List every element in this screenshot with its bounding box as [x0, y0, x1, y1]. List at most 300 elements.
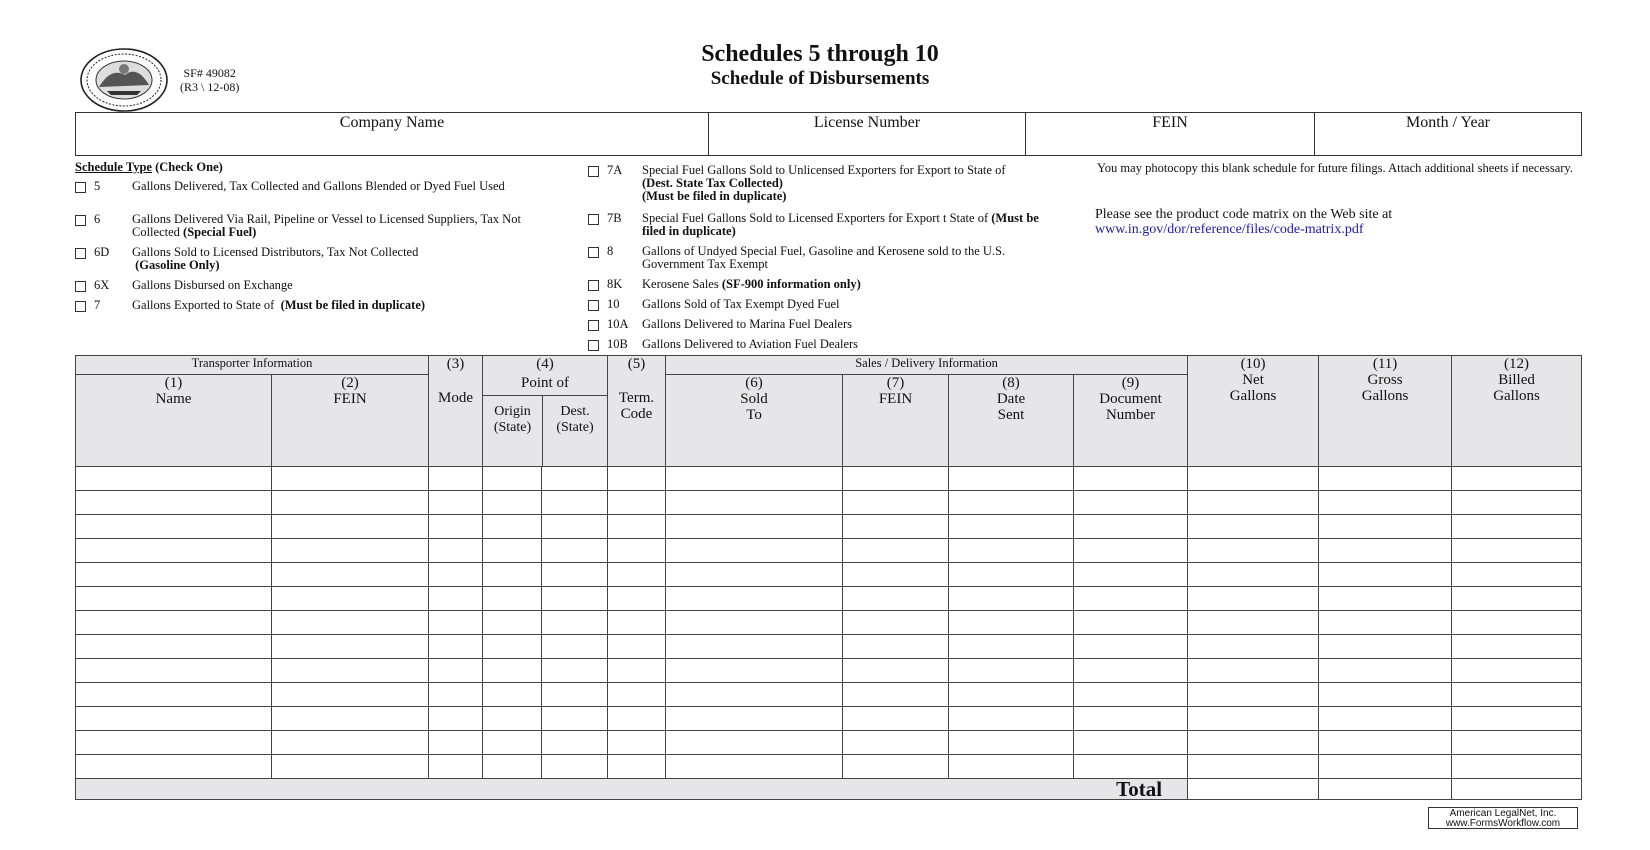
- table-cell[interactable]: [1452, 514, 1582, 538]
- table-cell[interactable]: [1188, 490, 1319, 514]
- table-cell[interactable]: [1188, 730, 1319, 754]
- company-name-label: Company Name: [339, 114, 445, 131]
- table-cell[interactable]: [1074, 562, 1188, 586]
- table-cell[interactable]: [542, 466, 608, 490]
- table-cell[interactable]: [1188, 466, 1319, 490]
- table-cell[interactable]: [76, 538, 272, 562]
- total-net-gallons-cell[interactable]: [1188, 778, 1319, 799]
- table-row: [76, 730, 1582, 754]
- point-of-subheader: [483, 375, 608, 467]
- table-row: [76, 466, 1582, 490]
- col-num: (12): [1504, 356, 1530, 372]
- table-cell[interactable]: [272, 562, 429, 586]
- table-cell[interactable]: [608, 658, 666, 682]
- table-cell[interactable]: [483, 706, 542, 730]
- table-cell[interactable]: [666, 586, 843, 610]
- table-cell[interactable]: [949, 538, 1074, 562]
- table-cell[interactable]: [1452, 562, 1582, 586]
- table-cell[interactable]: [666, 634, 843, 658]
- table-cell[interactable]: [666, 490, 843, 514]
- table-cell[interactable]: [272, 466, 429, 490]
- table-cell[interactable]: [272, 634, 429, 658]
- col-label: Mode: [438, 390, 474, 406]
- code-matrix-note: [1095, 207, 1392, 237]
- table-cell[interactable]: [76, 610, 272, 634]
- schedule-text: Gallons Delivered Via Rail, Pipeline or Vessel to Licensed Suppliers, Tax Not Collected: [132, 212, 521, 239]
- table-cell[interactable]: [76, 730, 272, 754]
- table-cell[interactable]: [429, 466, 483, 490]
- col-sales-fein-header: [843, 375, 949, 467]
- table-cell[interactable]: [1188, 754, 1319, 778]
- table-cell[interactable]: [1452, 658, 1582, 682]
- table-cell[interactable]: [1452, 682, 1582, 706]
- table-cell[interactable]: [483, 490, 542, 514]
- table-cell[interactable]: [1074, 682, 1188, 706]
- col-label2: Number: [1105, 407, 1156, 423]
- col-label: Document: [1099, 391, 1162, 407]
- table-cell[interactable]: [542, 610, 608, 634]
- table-cell[interactable]: [1452, 538, 1582, 562]
- col-label: Origin: [494, 403, 531, 419]
- table-cell[interactable]: [272, 706, 429, 730]
- col-gross-gallons-header: [1319, 356, 1452, 467]
- code-matrix-text: Please see the product code matrix on the Web site at: [1095, 207, 1393, 222]
- table-cell[interactable]: [1188, 586, 1319, 610]
- table-cell[interactable]: [272, 730, 429, 754]
- col-label: Date: [996, 391, 1026, 407]
- col-num: (2): [341, 375, 359, 391]
- table-cell[interactable]: [1452, 754, 1582, 778]
- checkbox[interactable]: [588, 320, 599, 331]
- col-point-of-header: [483, 356, 608, 375]
- table-cell[interactable]: [1188, 514, 1319, 538]
- table-cell[interactable]: [1074, 490, 1188, 514]
- table-cell[interactable]: [542, 562, 608, 586]
- table-cell[interactable]: [608, 682, 666, 706]
- table-cell[interactable]: [1319, 490, 1452, 514]
- table-cell[interactable]: [608, 514, 666, 538]
- table-cell[interactable]: [429, 610, 483, 634]
- col-label: Term.: [618, 390, 655, 406]
- schedule-code: 6D: [94, 245, 110, 259]
- table-cell[interactable]: [1074, 514, 1188, 538]
- checkbox[interactable]: [75, 215, 86, 226]
- col-label2: Gallons: [1493, 388, 1540, 404]
- col-num: (8): [1002, 375, 1020, 391]
- table-cell[interactable]: [1188, 658, 1319, 682]
- col-document-number-header: [1074, 375, 1188, 467]
- table-cell[interactable]: [429, 562, 483, 586]
- table-cell[interactable]: [1074, 706, 1188, 730]
- table-cell[interactable]: [666, 730, 843, 754]
- fein-label: FEIN: [1152, 114, 1188, 131]
- table-cell[interactable]: [1452, 706, 1582, 730]
- col-label2: Code: [620, 406, 653, 422]
- photocopy-note: You may photocopy this blank schedule for future filings. Attach additional sheets if necessary.: [1097, 161, 1573, 175]
- form-id: SF# 49082: [183, 66, 236, 80]
- table-cell[interactable]: [949, 658, 1074, 682]
- table-cell[interactable]: [429, 754, 483, 778]
- table-cell[interactable]: [542, 490, 608, 514]
- table-cell[interactable]: [843, 514, 949, 538]
- table-cell[interactable]: [1319, 538, 1452, 562]
- checkbox[interactable]: [588, 280, 599, 291]
- disbursement-table: [75, 355, 1582, 800]
- checkbox[interactable]: [588, 166, 599, 177]
- col-label: Name: [155, 391, 192, 407]
- table-cell[interactable]: [1319, 610, 1452, 634]
- table-cell[interactable]: [429, 706, 483, 730]
- col-term-code-header: [608, 356, 666, 467]
- table-cell[interactable]: [1452, 730, 1582, 754]
- total-billed-gallons-cell[interactable]: [1452, 778, 1582, 799]
- table-cell[interactable]: [1319, 706, 1452, 730]
- table-cell[interactable]: [542, 754, 608, 778]
- table-cell[interactable]: [272, 514, 429, 538]
- table-cell[interactable]: [666, 610, 843, 634]
- table-cell[interactable]: [949, 754, 1074, 778]
- schedule-text-bold: (Gasoline Only): [135, 258, 220, 272]
- col-label: Billed: [1498, 372, 1535, 388]
- table-cell[interactable]: [429, 634, 483, 658]
- table-cell[interactable]: [542, 634, 608, 658]
- schedule-text: Gallons Exported to State of: [132, 298, 275, 312]
- schedule-code: 7: [94, 298, 101, 312]
- table-cell[interactable]: [1074, 586, 1188, 610]
- table-cell[interactable]: [1319, 658, 1452, 682]
- table-row: [76, 538, 1582, 562]
- table-cell[interactable]: [483, 586, 542, 610]
- total-row: [76, 778, 1582, 799]
- footer-line1: American LegalNet, Inc.: [1449, 808, 1557, 819]
- table-cell[interactable]: [1452, 466, 1582, 490]
- schedule-text: Gallons Sold of Tax Exempt Dyed Fuel: [642, 297, 840, 311]
- table-cell[interactable]: [666, 514, 843, 538]
- table-cell[interactable]: [542, 514, 608, 538]
- table-cell[interactable]: [1452, 610, 1582, 634]
- table-cell[interactable]: [76, 658, 272, 682]
- table-cell[interactable]: [1319, 634, 1452, 658]
- schedule-text-bold: (Special Fuel): [183, 225, 257, 239]
- table-cell[interactable]: [483, 730, 542, 754]
- table-cell[interactable]: [1188, 562, 1319, 586]
- table-cell[interactable]: [483, 466, 542, 490]
- table-cell[interactable]: [1074, 538, 1188, 562]
- col-num: (11): [1372, 356, 1398, 372]
- table-cell[interactable]: [666, 682, 843, 706]
- table-cell[interactable]: [843, 730, 949, 754]
- table-cell[interactable]: [1188, 706, 1319, 730]
- table-cell[interactable]: [1319, 682, 1452, 706]
- table-cell[interactable]: [666, 754, 843, 778]
- form-title: Schedules 5 through 10: [701, 41, 939, 67]
- schedule-type-suffix: (Check One): [155, 160, 223, 174]
- table-cell[interactable]: [76, 466, 272, 490]
- table-cell[interactable]: [76, 562, 272, 586]
- table-cell[interactable]: [1074, 634, 1188, 658]
- table-cell[interactable]: [542, 586, 608, 610]
- schedule-text-bold: (Must be filed in duplicate): [280, 298, 426, 312]
- table-cell[interactable]: [949, 466, 1074, 490]
- table-cell[interactable]: [1319, 730, 1452, 754]
- schedule-type-right: [588, 164, 1068, 354]
- table-cell[interactable]: [429, 658, 483, 682]
- table-cell[interactable]: [429, 538, 483, 562]
- col-label: FEIN: [333, 391, 367, 407]
- col-net-gallons-header: [1188, 356, 1319, 467]
- table-cell[interactable]: [949, 682, 1074, 706]
- table-cell[interactable]: [608, 610, 666, 634]
- table-cell[interactable]: [843, 490, 949, 514]
- table-row: [76, 658, 1582, 682]
- table-cell[interactable]: [483, 682, 542, 706]
- table-cell[interactable]: [949, 562, 1074, 586]
- table-row: [76, 610, 1582, 634]
- table-cell[interactable]: [1319, 562, 1452, 586]
- table-row: [76, 586, 1582, 610]
- col-num: (1): [164, 375, 183, 391]
- table-cell[interactable]: [272, 754, 429, 778]
- table-cell[interactable]: [483, 514, 542, 538]
- table-cell[interactable]: [76, 586, 272, 610]
- table-cell[interactable]: [949, 514, 1074, 538]
- table-cell[interactable]: [272, 682, 429, 706]
- schedule-code: 8: [607, 244, 614, 258]
- schedule-code: 7B: [607, 211, 622, 225]
- footer-line2: www.FormsWorkflow.com: [1445, 818, 1561, 829]
- col-label: Point of: [483, 375, 607, 396]
- table-cell[interactable]: [843, 466, 949, 490]
- table-cell[interactable]: [483, 538, 542, 562]
- table-cell[interactable]: [608, 634, 666, 658]
- schedule-code: 6X: [94, 278, 110, 292]
- schedule-code: 7A: [607, 163, 623, 177]
- col-billed-gallons-header: [1452, 356, 1582, 467]
- form-title-block: [560, 40, 1080, 90]
- table-cell[interactable]: [608, 730, 666, 754]
- table-cell[interactable]: [949, 730, 1074, 754]
- table-cell[interactable]: [843, 634, 949, 658]
- col-label2: Gallons: [1229, 388, 1277, 404]
- schedule-text-bold: (Must be filed in duplicate): [642, 211, 1039, 238]
- table-row: [76, 682, 1582, 706]
- col-num: (10): [1240, 356, 1266, 372]
- table-cell[interactable]: [429, 730, 483, 754]
- table-cell[interactable]: [666, 562, 843, 586]
- total-gross-gallons-cell[interactable]: [1319, 778, 1452, 799]
- col-fein-header: [272, 375, 429, 467]
- table-cell[interactable]: [843, 706, 949, 730]
- table-cell[interactable]: [429, 682, 483, 706]
- table-row: [76, 754, 1582, 778]
- col-label2: Gallons: [1361, 388, 1409, 404]
- table-row: [76, 706, 1582, 730]
- table-cell[interactable]: [1452, 490, 1582, 514]
- schedule-code: 8K: [607, 277, 623, 291]
- table-cell[interactable]: [542, 658, 608, 682]
- schedule-code: 6: [94, 212, 101, 226]
- table-cell[interactable]: [483, 634, 542, 658]
- table-cell[interactable]: [76, 706, 272, 730]
- table-cell[interactable]: [429, 586, 483, 610]
- checkbox[interactable]: [75, 281, 86, 292]
- table-cell[interactable]: [429, 514, 483, 538]
- table-cell[interactable]: [608, 490, 666, 514]
- data-rows: [76, 466, 1582, 778]
- table-cell[interactable]: [429, 490, 483, 514]
- table-cell[interactable]: [76, 634, 272, 658]
- col-label: FEIN: [878, 391, 913, 407]
- col-label: Net: [1242, 372, 1264, 388]
- form-number: [180, 66, 239, 94]
- schedule-type-heading: [75, 161, 223, 174]
- schedule-text-bold: (Dest. State Tax Collected): [642, 176, 783, 190]
- header-fields: [75, 112, 1582, 156]
- table-cell[interactable]: [1188, 682, 1319, 706]
- code-matrix-link[interactable]: www.in.gov/dor/reference/files/code-matrix.pdf: [1095, 222, 1364, 237]
- checkbox[interactable]: [588, 247, 599, 258]
- transporter-info-header: Transporter Information: [76, 356, 429, 375]
- table-cell[interactable]: [666, 658, 843, 682]
- table-cell[interactable]: [843, 586, 949, 610]
- table-cell[interactable]: [843, 682, 949, 706]
- table-cell[interactable]: [542, 682, 608, 706]
- table-cell[interactable]: [843, 538, 949, 562]
- table-cell[interactable]: [1452, 634, 1582, 658]
- table-cell[interactable]: [483, 658, 542, 682]
- table-cell[interactable]: [1188, 538, 1319, 562]
- col-label: Dest.: [560, 403, 590, 419]
- schedule-type-left: [75, 161, 545, 321]
- col-label2: To: [746, 407, 762, 423]
- table-cell[interactable]: [272, 586, 429, 610]
- table-cell[interactable]: [1074, 730, 1188, 754]
- table-cell[interactable]: [1319, 754, 1452, 778]
- table-cell[interactable]: [949, 706, 1074, 730]
- table-cell[interactable]: [666, 466, 843, 490]
- schedule-text: Gallons Delivered to Aviation Fuel Dealers: [642, 337, 859, 351]
- schedule-text: Gallons Sold to Licensed Distributors, Tax Not Collected: [132, 245, 419, 259]
- table-cell[interactable]: [843, 754, 949, 778]
- checkbox[interactable]: [588, 300, 599, 311]
- schedule-text: Gallons Delivered to Marina Fuel Dealers: [642, 317, 853, 331]
- table-cell[interactable]: [608, 754, 666, 778]
- table-cell[interactable]: [483, 562, 542, 586]
- table-cell[interactable]: [608, 538, 666, 562]
- table-cell[interactable]: [1074, 610, 1188, 634]
- table-cell[interactable]: [272, 658, 429, 682]
- schedule-text: Gallons Delivered, Tax Collected and Gallons Blended or Dyed Fuel Used: [132, 179, 505, 193]
- table-cell[interactable]: [608, 466, 666, 490]
- checkbox[interactable]: [75, 301, 86, 312]
- table-cell[interactable]: [272, 610, 429, 634]
- schedule-code: 5: [94, 179, 101, 193]
- table-cell[interactable]: [1074, 466, 1188, 490]
- table-row: [76, 634, 1582, 658]
- col-label: Gross: [1367, 372, 1403, 388]
- table-cell[interactable]: [843, 562, 949, 586]
- schedule-text: Special Fuel Gallons Sold to Licensed Exporters for Export t State of: [642, 211, 989, 225]
- col-num: (4): [536, 356, 554, 372]
- table-cell[interactable]: [542, 538, 608, 562]
- schedule-type-label: Schedule Type: [75, 160, 152, 174]
- checkbox[interactable]: [588, 214, 599, 225]
- col-mode-header: [429, 356, 483, 467]
- table-cell[interactable]: [76, 514, 272, 538]
- checkbox[interactable]: [588, 340, 599, 351]
- table-cell[interactable]: [542, 730, 608, 754]
- schedule-code: 10B: [607, 337, 628, 351]
- schedule-text: Gallons Disbursed on Exchange: [132, 278, 293, 292]
- col-label2: (State): [493, 419, 532, 435]
- state-seal-icon: [79, 47, 169, 113]
- table-cell[interactable]: [949, 610, 1074, 634]
- col-num: (5): [627, 356, 646, 372]
- table-cell[interactable]: [949, 490, 1074, 514]
- table-cell[interactable]: [1452, 586, 1582, 610]
- fein-field[interactable]: [1026, 113, 1315, 156]
- schedule-text: Kerosene Sales: [642, 277, 719, 291]
- form-subtitle: Schedule of Disbursements: [710, 68, 930, 89]
- table-cell[interactable]: [542, 706, 608, 730]
- col-date-sent-header: [949, 375, 1074, 467]
- col-label: Sold: [740, 391, 768, 407]
- company-name-field[interactable]: [76, 113, 709, 156]
- legalnet-footer: [1428, 807, 1578, 829]
- table-cell[interactable]: [272, 490, 429, 514]
- table-cell[interactable]: [1319, 466, 1452, 490]
- table-cell[interactable]: [76, 490, 272, 514]
- table-cell[interactable]: [483, 610, 542, 634]
- table-cell[interactable]: [666, 538, 843, 562]
- table-cell[interactable]: [1319, 514, 1452, 538]
- table-cell[interactable]: [843, 658, 949, 682]
- col-dest-header: [543, 396, 607, 466]
- table-cell[interactable]: [272, 538, 429, 562]
- table-cell[interactable]: [483, 754, 542, 778]
- table-cell[interactable]: [949, 586, 1074, 610]
- table-cell[interactable]: [608, 586, 666, 610]
- table-cell[interactable]: [76, 682, 272, 706]
- table-cell[interactable]: [608, 706, 666, 730]
- total-label: Total: [76, 778, 1188, 799]
- schedule-text: Gallons of Undyed Special Fuel, Gasoline and Kerosene sold to the U.S. Government Tax Exempt: [642, 244, 1006, 271]
- col-name-header: [76, 375, 272, 467]
- table-cell[interactable]: [1074, 658, 1188, 682]
- table-cell[interactable]: [76, 754, 272, 778]
- table-cell[interactable]: [949, 634, 1074, 658]
- schedule-code: 10A: [607, 317, 629, 331]
- table-cell[interactable]: [1074, 754, 1188, 778]
- table-row: [76, 490, 1582, 514]
- month-year-field[interactable]: [1315, 113, 1582, 156]
- table-cell[interactable]: [666, 706, 843, 730]
- checkbox[interactable]: [75, 182, 86, 193]
- schedule-text-bold: (SF-900 information only): [721, 277, 861, 291]
- month-year-label: Month / Year: [1405, 114, 1490, 131]
- table-cell[interactable]: [1319, 586, 1452, 610]
- col-origin-header: [483, 396, 543, 466]
- table-cell[interactable]: [843, 610, 949, 634]
- schedule-text-bold2: (Must be filed in duplicate): [642, 189, 787, 203]
- table-cell[interactable]: [608, 562, 666, 586]
- table-cell[interactable]: [1188, 610, 1319, 634]
- col-num: (7): [886, 375, 905, 391]
- license-number-field[interactable]: [709, 113, 1026, 156]
- schedule-text: Special Fuel Gallons Sold to Unlicensed Exporters for Export to State of: [642, 163, 1006, 177]
- table-cell[interactable]: [1188, 634, 1319, 658]
- checkbox[interactable]: [75, 248, 86, 259]
